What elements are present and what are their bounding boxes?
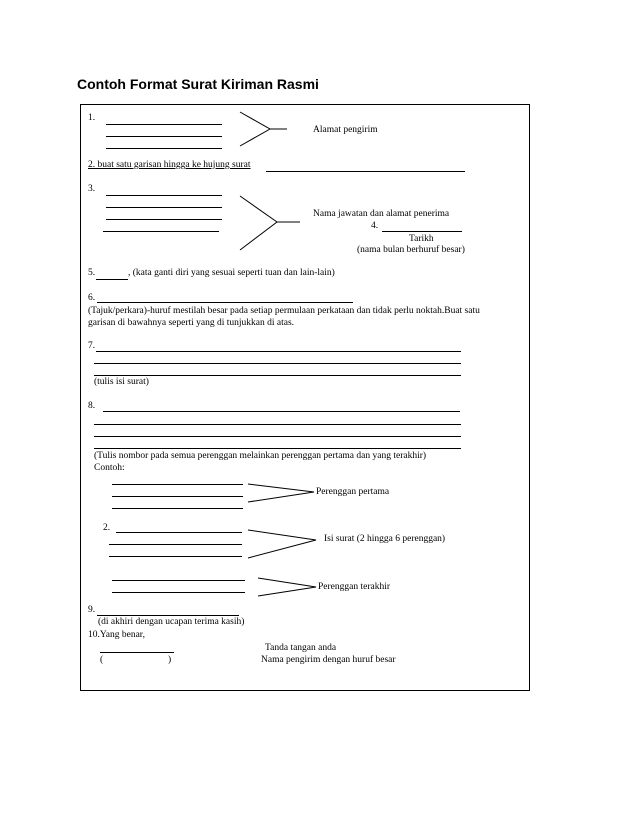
bracket-last-paragraph	[258, 578, 316, 596]
body-line-2	[94, 363, 461, 364]
example-p2-line-3	[109, 556, 242, 557]
name-paren-open: (	[100, 655, 104, 665]
body-line-3	[94, 375, 461, 376]
numbering-note: (Tulis nombor pada semua perenggan melainkan perenggan pertama dan yang terakhir)	[94, 451, 427, 461]
subject-line	[97, 302, 353, 303]
sender-name-label: Nama pengirim dengan huruf besar	[261, 655, 396, 665]
example-p1-line-3	[112, 508, 243, 509]
example-label: Contoh:	[94, 463, 125, 473]
section-7-number: 7.	[88, 341, 96, 351]
section-1-number: 1.	[88, 113, 96, 123]
bracket-recipient	[240, 196, 300, 250]
salutation-note: , (kata ganti diri yang sesuai seperti tuan dan lain-lain)	[128, 268, 335, 278]
sender-line-3	[106, 148, 222, 149]
bracket-first-paragraph	[248, 484, 314, 502]
section-9-number: 9.	[88, 605, 96, 615]
section-2-text: 2. buat satu garisan hingga ke hujung surat	[88, 160, 251, 170]
example-p3-line-2	[112, 592, 245, 593]
body-note: (tulis isi surat)	[94, 377, 149, 387]
section-4-number: 4.	[371, 221, 379, 231]
name-paren-close: )	[168, 655, 172, 665]
signature-label: Tanda tangan anda	[265, 643, 337, 653]
thanks-note: (di akhiri dengan ucapan terima kasih)	[98, 617, 245, 627]
closing-line-3	[94, 436, 461, 437]
body-paragraphs-label: Isi surat (2 hingga 6 perenggan)	[324, 534, 446, 544]
bracket-body-paragraphs	[248, 530, 316, 558]
example-p1-line-2	[112, 496, 243, 497]
closing-phrase: 10.Yang benar,	[88, 630, 145, 640]
first-paragraph-label: Perenggan pertama	[316, 487, 390, 497]
example-p2-number: 2.	[103, 523, 111, 533]
bracket-sender	[240, 112, 287, 146]
signature-line	[100, 652, 174, 653]
example-p3-line-1	[112, 580, 245, 581]
section-2-line	[266, 171, 465, 172]
recipient-line-1	[106, 195, 222, 196]
example-p2-line-2	[109, 544, 242, 545]
sender-address-label: Alamat pengirim	[313, 125, 378, 135]
document-title: Contoh Format Surat Kiriman Rasmi	[77, 76, 319, 92]
recipient-line-2	[106, 207, 222, 208]
date-note: (nama bulan berhuruf besar)	[357, 245, 465, 255]
closing-line-1	[103, 411, 460, 412]
body-line-1	[96, 351, 461, 352]
recipient-address-label: Nama jawatan dan alamat penerima	[313, 209, 450, 219]
subject-note-line-2: garisan di bawahnya seperti yang di tunjukkan di atas.	[88, 318, 295, 328]
section-6-number: 6.	[88, 293, 96, 303]
closing-line-2	[94, 424, 461, 425]
example-p1-line-1	[112, 484, 243, 485]
section-5-number: 5.	[88, 268, 96, 278]
sender-line-2	[106, 136, 222, 137]
example-p2-line-1	[116, 532, 242, 533]
date-line	[382, 231, 462, 232]
recipient-line-4	[103, 231, 219, 232]
closing-line-4	[94, 448, 461, 449]
section-3-number: 3.	[88, 184, 96, 194]
sender-line-1	[106, 124, 222, 125]
section-8-number: 8.	[88, 401, 96, 411]
date-label: Tarikh	[409, 234, 434, 244]
recipient-line-3	[106, 219, 222, 220]
salutation-line	[96, 279, 128, 280]
thanks-line	[97, 615, 239, 616]
last-paragraph-label: Perenggan terakhir	[318, 582, 391, 592]
subject-note-line-1: (Tajuk/perkara)-huruf mestilah besar pada setiap permulaan perkataan dan tidak perlu noktah.Buat satu	[88, 306, 480, 316]
